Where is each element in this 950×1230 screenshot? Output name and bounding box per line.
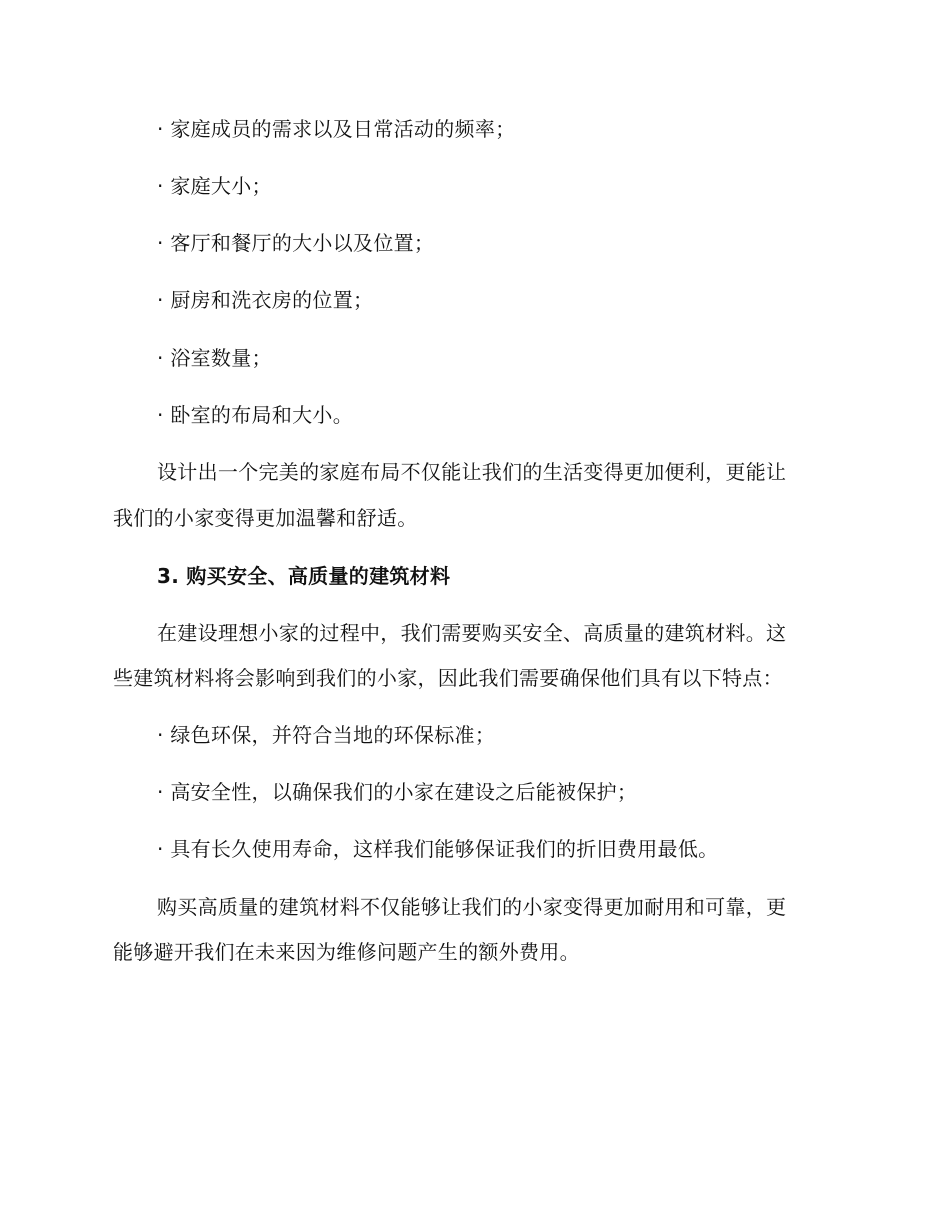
list-item: · 高安全性，以确保我们的小家在建设之后能被保护；	[157, 780, 638, 804]
paragraph-line: 购买高质量的建筑材料不仅能够让我们的小家变得更加耐用和可靠，更	[157, 895, 787, 919]
list-item: · 绿色环保，并符合当地的环保标准；	[157, 723, 496, 747]
list-item: · 具有长久使用寿命，这样我们能够保证我们的折旧费用最低。	[157, 837, 719, 861]
list-item: · 家庭成员的需求以及日常活动的频率；	[157, 117, 516, 141]
paragraph-line: 能够避开我们在未来因为维修问题产生的额外费用。	[113, 940, 580, 964]
list-item: · 卧室的布局和大小。	[157, 403, 354, 427]
paragraph-line: 设计出一个完美的家庭布局不仅能让我们的生活变得更加便利，更能让	[157, 460, 787, 484]
list-item: · 厨房和洗衣房的位置；	[157, 288, 374, 312]
list-item: · 家庭大小；	[157, 174, 272, 198]
paragraph-line: 些建筑材料将会影响到我们的小家，因此我们需要确保他们具有以下特点：	[113, 666, 783, 690]
paragraph-line: 我们的小家变得更加温馨和舒适。	[113, 506, 418, 530]
list-item: · 浴室数量；	[157, 346, 272, 370]
section-heading: 3. 购买安全、高质量的建筑材料	[157, 564, 451, 588]
list-item: · 客厅和餐厅的大小以及位置；	[157, 231, 435, 255]
paragraph-line: 在建设理想小家的过程中，我们需要购买安全、高质量的建筑材料。这	[157, 621, 787, 645]
